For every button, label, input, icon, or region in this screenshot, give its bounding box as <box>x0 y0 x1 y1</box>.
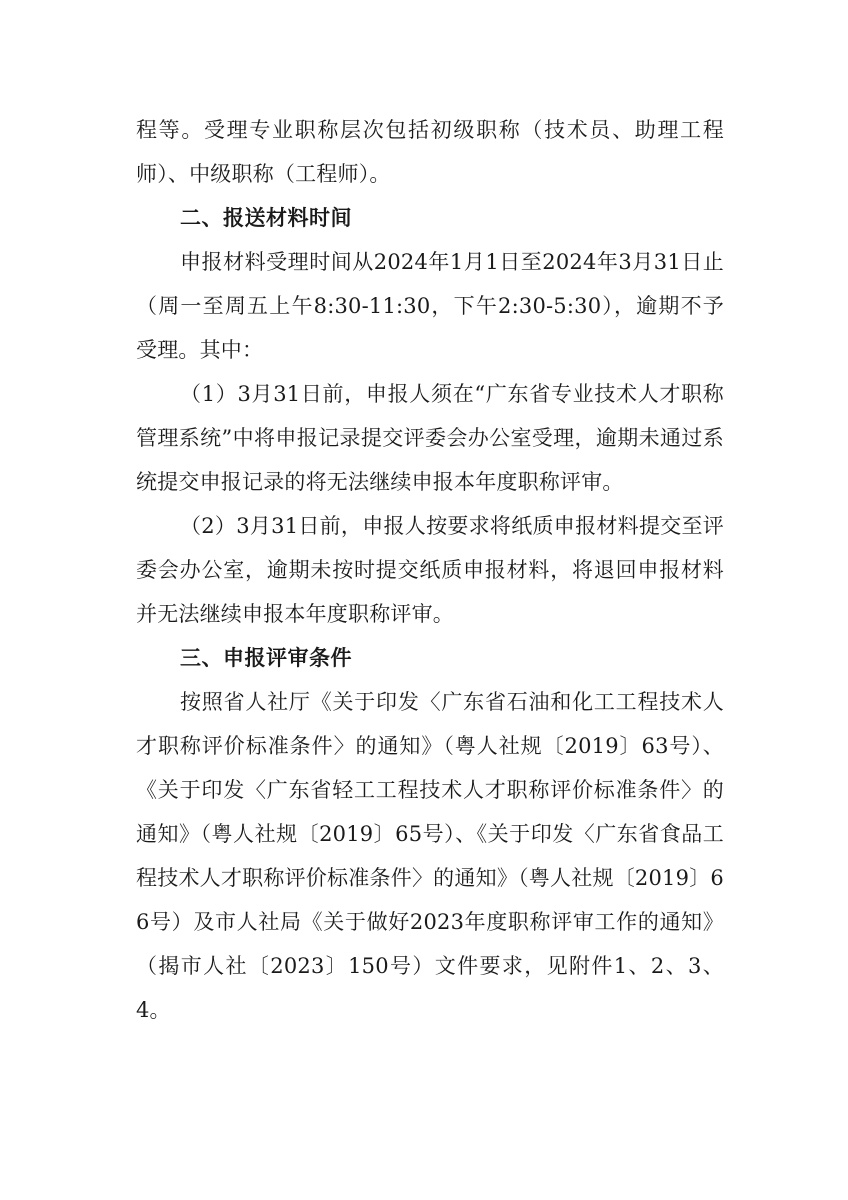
document-body <box>136 108 724 1032</box>
paragraph-continued: 程等。受理专业职称层次包括初级职称（技术员、助理工程师）、中级职称（工程师）。 <box>136 118 724 186</box>
section-heading-submission-time: 二、报送材料时间 <box>180 206 352 230</box>
paragraph-item-1: （1）3月31日前，申报人须在“广东省专业技术人才职称管理系统”中将申报记录提交评委会办公室受理，逾期未通过系统提交申报记录的将无法继续申报本年度职称评审。 <box>136 382 724 494</box>
paragraph-review-conditions: 按照省人社厅《关于印发〈广东省石油和化工工程技术人才职称评价标准条件〉的通知》（粤人社规〔2019〕63号）、《关于印发〈广东省轻工工程技术人才职称评价标准条件〉的通知》（粤人社规〔2019〕65号）、《关于印发〈广东省食品工程技术人才职称评价标准条件〉的通知》（粤人社规〔2019〕66号）及市人社局《关于做好2023年度职称评审工作的通知》（揭市人社〔2023〕150号）文件要求，见附件1、2、3、4。 <box>136 690 724 1022</box>
section-heading-review-conditions: 三、申报评审条件 <box>180 646 352 670</box>
paragraph-acceptance-time: 申报材料受理时间从2024年1月1日至2024年3月31日止（周一至周五上午8:30-11:30，下午2:30-5:30），逾期不予受理。其中： <box>136 250 724 362</box>
paragraph-item-2: （2）3月31日前，申报人按要求将纸质申报材料提交至评委会办公室，逾期未按时提交纸质申报材料，将退回申报材料并无法继续申报本年度职称评审。 <box>136 514 724 626</box>
